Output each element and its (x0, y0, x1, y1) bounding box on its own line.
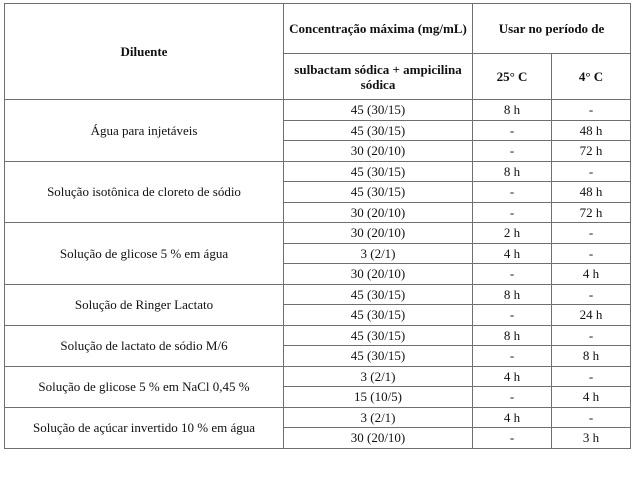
concentration-cell: 30 (20/10) (284, 264, 473, 285)
temp-25-cell: - (473, 120, 552, 141)
concentration-cell: 30 (20/10) (284, 141, 473, 162)
temp-25-cell: - (473, 387, 552, 408)
concentration-cell: 45 (30/15) (284, 346, 473, 367)
temp-4-cell: 72 h (552, 202, 631, 223)
temp-25-cell: - (473, 202, 552, 223)
concentration-cell: 30 (20/10) (284, 428, 473, 449)
temp-25-cell: - (473, 346, 552, 367)
concentration-cell: 45 (30/15) (284, 305, 473, 326)
stability-table (4, 3, 631, 449)
header-temp-25: 25° C (473, 54, 552, 100)
temp-25-cell: 2 h (473, 223, 552, 244)
concentration-cell: 30 (20/10) (284, 202, 473, 223)
temp-4-cell: - (552, 366, 631, 387)
diluent-cell: Solução de lactato de sódio M/6 (5, 325, 284, 366)
concentration-cell: 3 (2/1) (284, 407, 473, 428)
temp-4-cell: 24 h (552, 305, 631, 326)
temp-25-cell: 8 h (473, 284, 552, 305)
concentration-cell: 45 (30/15) (284, 284, 473, 305)
concentration-cell: 3 (2/1) (284, 366, 473, 387)
diluent-cell: Solução de açúcar invertido 10 % em água (5, 407, 284, 448)
temp-25-cell: - (473, 264, 552, 285)
table-row (5, 100, 631, 121)
table-body (5, 100, 631, 449)
temp-25-cell: - (473, 141, 552, 162)
table-row (5, 366, 631, 387)
table-row (5, 223, 631, 244)
temp-4-cell: 8 h (552, 346, 631, 367)
temp-25-cell: 4 h (473, 366, 552, 387)
temp-4-cell: - (552, 100, 631, 121)
diluent-cell: Água para injetáveis (5, 100, 284, 162)
table-row (5, 325, 631, 346)
concentration-cell: 3 (2/1) (284, 243, 473, 264)
table-row (5, 407, 631, 428)
temp-4-cell: 72 h (552, 141, 631, 162)
header-concentration: Concentração máxima (mg/mL) (284, 4, 473, 54)
header-temp-4: 4° C (552, 54, 631, 100)
diluent-cell: Solução de glicose 5 % em NaCl 0,45 % (5, 366, 284, 407)
temp-4-cell: - (552, 223, 631, 244)
header-use-period: Usar no período de (473, 4, 631, 54)
temp-4-cell: 4 h (552, 264, 631, 285)
temp-25-cell: 4 h (473, 243, 552, 264)
temp-4-cell: - (552, 243, 631, 264)
temp-25-cell: 4 h (473, 407, 552, 428)
concentration-cell: 45 (30/15) (284, 120, 473, 141)
temp-4-cell: - (552, 407, 631, 428)
header-diluent: Diluente (5, 4, 284, 100)
temp-4-cell: - (552, 284, 631, 305)
temp-25-cell: - (473, 428, 552, 449)
concentration-cell: 30 (20/10) (284, 223, 473, 244)
concentration-cell: 45 (30/15) (284, 161, 473, 182)
temp-4-cell: - (552, 325, 631, 346)
diluent-cell: Solução isotônica de cloreto de sódio (5, 161, 284, 223)
diluent-cell: Solução de Ringer Lactato (5, 284, 284, 325)
concentration-cell: 45 (30/15) (284, 100, 473, 121)
temp-25-cell: - (473, 305, 552, 326)
table-row (5, 161, 631, 182)
temp-4-cell: 48 h (552, 182, 631, 203)
temp-4-cell: 3 h (552, 428, 631, 449)
temp-25-cell: 8 h (473, 325, 552, 346)
concentration-cell: 15 (10/5) (284, 387, 473, 408)
temp-25-cell: 8 h (473, 100, 552, 121)
diluent-cell: Solução de glicose 5 % em água (5, 223, 284, 285)
table-row (5, 284, 631, 305)
temp-4-cell: 48 h (552, 120, 631, 141)
concentration-cell: 45 (30/15) (284, 325, 473, 346)
concentration-cell: 45 (30/15) (284, 182, 473, 203)
header-concentration-sub: sulbactam sódica + ampicilina sódica (284, 54, 473, 100)
temp-25-cell: 8 h (473, 161, 552, 182)
temp-25-cell: - (473, 182, 552, 203)
temp-4-cell: 4 h (552, 387, 631, 408)
temp-4-cell: - (552, 161, 631, 182)
